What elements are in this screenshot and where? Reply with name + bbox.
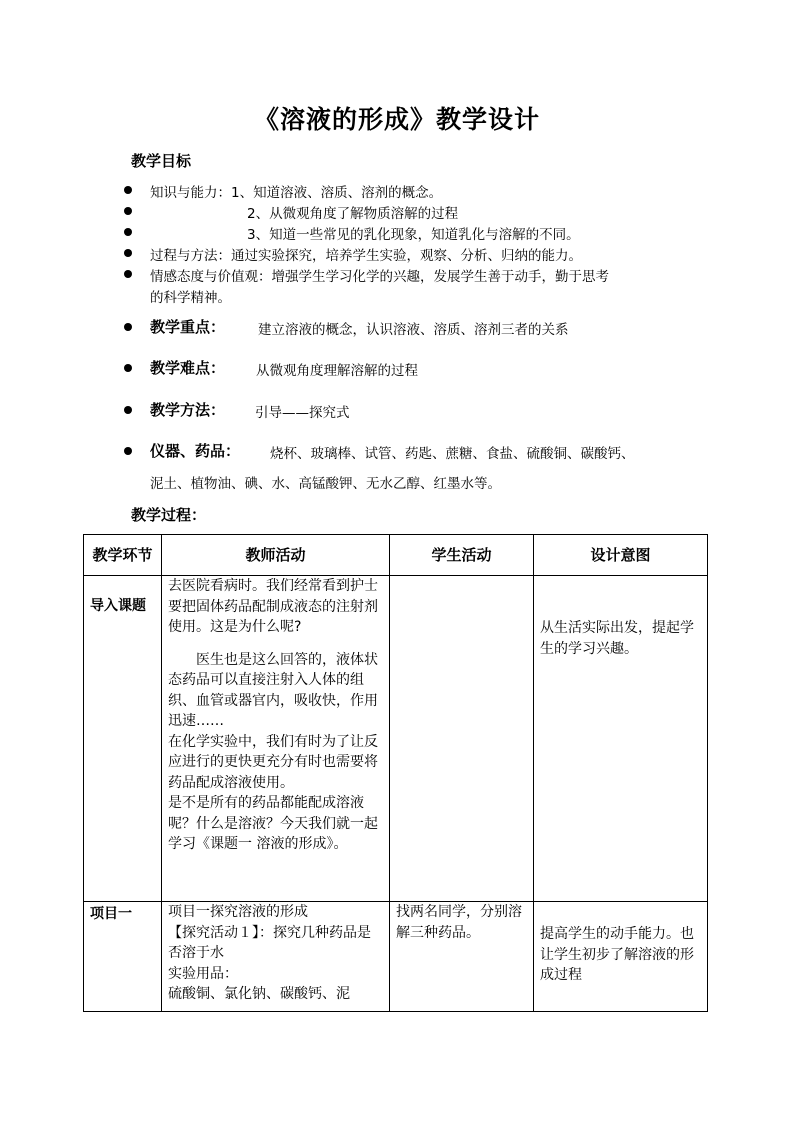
student-cell bbox=[390, 902, 534, 1012]
materials-line: 泥土、植物油、碘、水、高锰酸钾、无水乙醇、红墨水等。 bbox=[150, 476, 501, 492]
materials-line: 烧杯、玻璃棒、试管、药匙、蔗糖、食盐、硫酸铜、碳酸钙、 bbox=[270, 446, 635, 462]
teacher-paragraph: 项目一探究溶液的形成 bbox=[168, 904, 308, 920]
teacher-cell bbox=[162, 576, 390, 902]
objective-line: 情感态度与价值观：增强学生学习化学的兴趣，发展学生善于动手，勤于思考 bbox=[150, 269, 609, 285]
intent-text: 从生活实际出发，提起学生的学习兴趣。 bbox=[540, 620, 694, 657]
bullet-icon bbox=[124, 447, 132, 455]
teacher-paragraph: 医生也是这么回答的，液体状态药品可以直接注射入人体的组织、血管或器官内，吸收快，作用迅速…… bbox=[168, 651, 378, 729]
bullet-icon bbox=[124, 249, 132, 257]
header-student: 学生活动 bbox=[390, 535, 534, 576]
header-teacher: 教师活动 bbox=[162, 535, 390, 576]
bullet-icon bbox=[124, 270, 132, 278]
bullet-icon bbox=[124, 364, 132, 372]
bullet-icon bbox=[124, 228, 132, 236]
method-text: 引导——探究式 bbox=[255, 405, 350, 421]
objective-line: 过程与方法：通过实验探究，培养学生实验，观察、分析、归纳的能力。 bbox=[150, 248, 582, 264]
key-point-label: 教学重点： bbox=[150, 318, 226, 336]
bullet-icon bbox=[124, 186, 132, 194]
intent-text: 提高学生的动手能力。也让学生初步了解溶液的形成过程 bbox=[540, 926, 694, 983]
difficulty-label: 教学难点： bbox=[150, 359, 226, 377]
header-intent: 设计意图 bbox=[534, 535, 708, 576]
method-label: 教学方法： bbox=[150, 401, 226, 419]
stage-cell bbox=[84, 902, 162, 1012]
stage-cell bbox=[84, 576, 162, 902]
teacher-paragraph: 实验用品： bbox=[168, 965, 238, 982]
student-cell bbox=[390, 576, 534, 902]
teacher-paragraph: 在化学实验中，我们有时为了让反应进行的更快更充分有时也需要将药品配成溶液使用。 bbox=[168, 733, 378, 791]
objective-line: 2、从微观角度了解物质溶解的过程 bbox=[247, 206, 459, 222]
header-stage: 教学环节 bbox=[84, 535, 162, 576]
table-row bbox=[84, 902, 708, 1012]
stage-label: 导入课题 bbox=[90, 598, 146, 614]
bullet-icon bbox=[124, 406, 132, 414]
difficulty-text: 从微观角度理解溶解的过程 bbox=[256, 363, 418, 379]
intent-cell bbox=[534, 576, 708, 902]
page-title: 《溶液的形成》教学设计 bbox=[253, 105, 540, 134]
process-table bbox=[83, 534, 708, 1012]
objective-line: 的科学精神。 bbox=[150, 290, 231, 306]
intent-cell bbox=[534, 902, 708, 1012]
teacher-paragraph: 【探究活动１】：探究几种药品是否溶于水 bbox=[168, 924, 371, 961]
objective-line: 3、知道一些常见的乳化现象，知道乳化与溶解的不同。 bbox=[247, 227, 580, 243]
teacher-cell bbox=[162, 902, 390, 1012]
teacher-paragraph: 是不是所有的药品都能配成溶液呢？什么是溶液？今天我们就一起学习《课题一 溶液的形成》。 bbox=[168, 795, 378, 852]
stage-label: 项目一 bbox=[90, 906, 132, 922]
teacher-paragraph: 硫酸铜、氯化钠、碳酸钙、泥 bbox=[168, 986, 350, 1002]
objectives-heading: 教学目标 bbox=[131, 152, 192, 170]
bullet-icon bbox=[124, 323, 132, 331]
materials-label: 仪器、药品： bbox=[150, 442, 241, 460]
teacher-paragraph: 去医院看病时。我们经常看到护士要把固体药品配制成液态的注射剂使用。这是为什么呢? bbox=[168, 578, 378, 635]
process-heading: 教学过程： bbox=[131, 506, 207, 524]
objective-line: 知识与能力：1、知道溶液、溶质、溶剂的概念。 bbox=[150, 185, 443, 201]
bullet-icon bbox=[124, 207, 132, 215]
table-header-row bbox=[84, 535, 708, 576]
key-point-text: 建立溶液的概念，认识溶液、溶质、溶剂三者的关系 bbox=[258, 322, 569, 338]
student-text: 找两名同学，分别溶解三种药品。 bbox=[396, 904, 522, 941]
table-row bbox=[84, 576, 708, 902]
